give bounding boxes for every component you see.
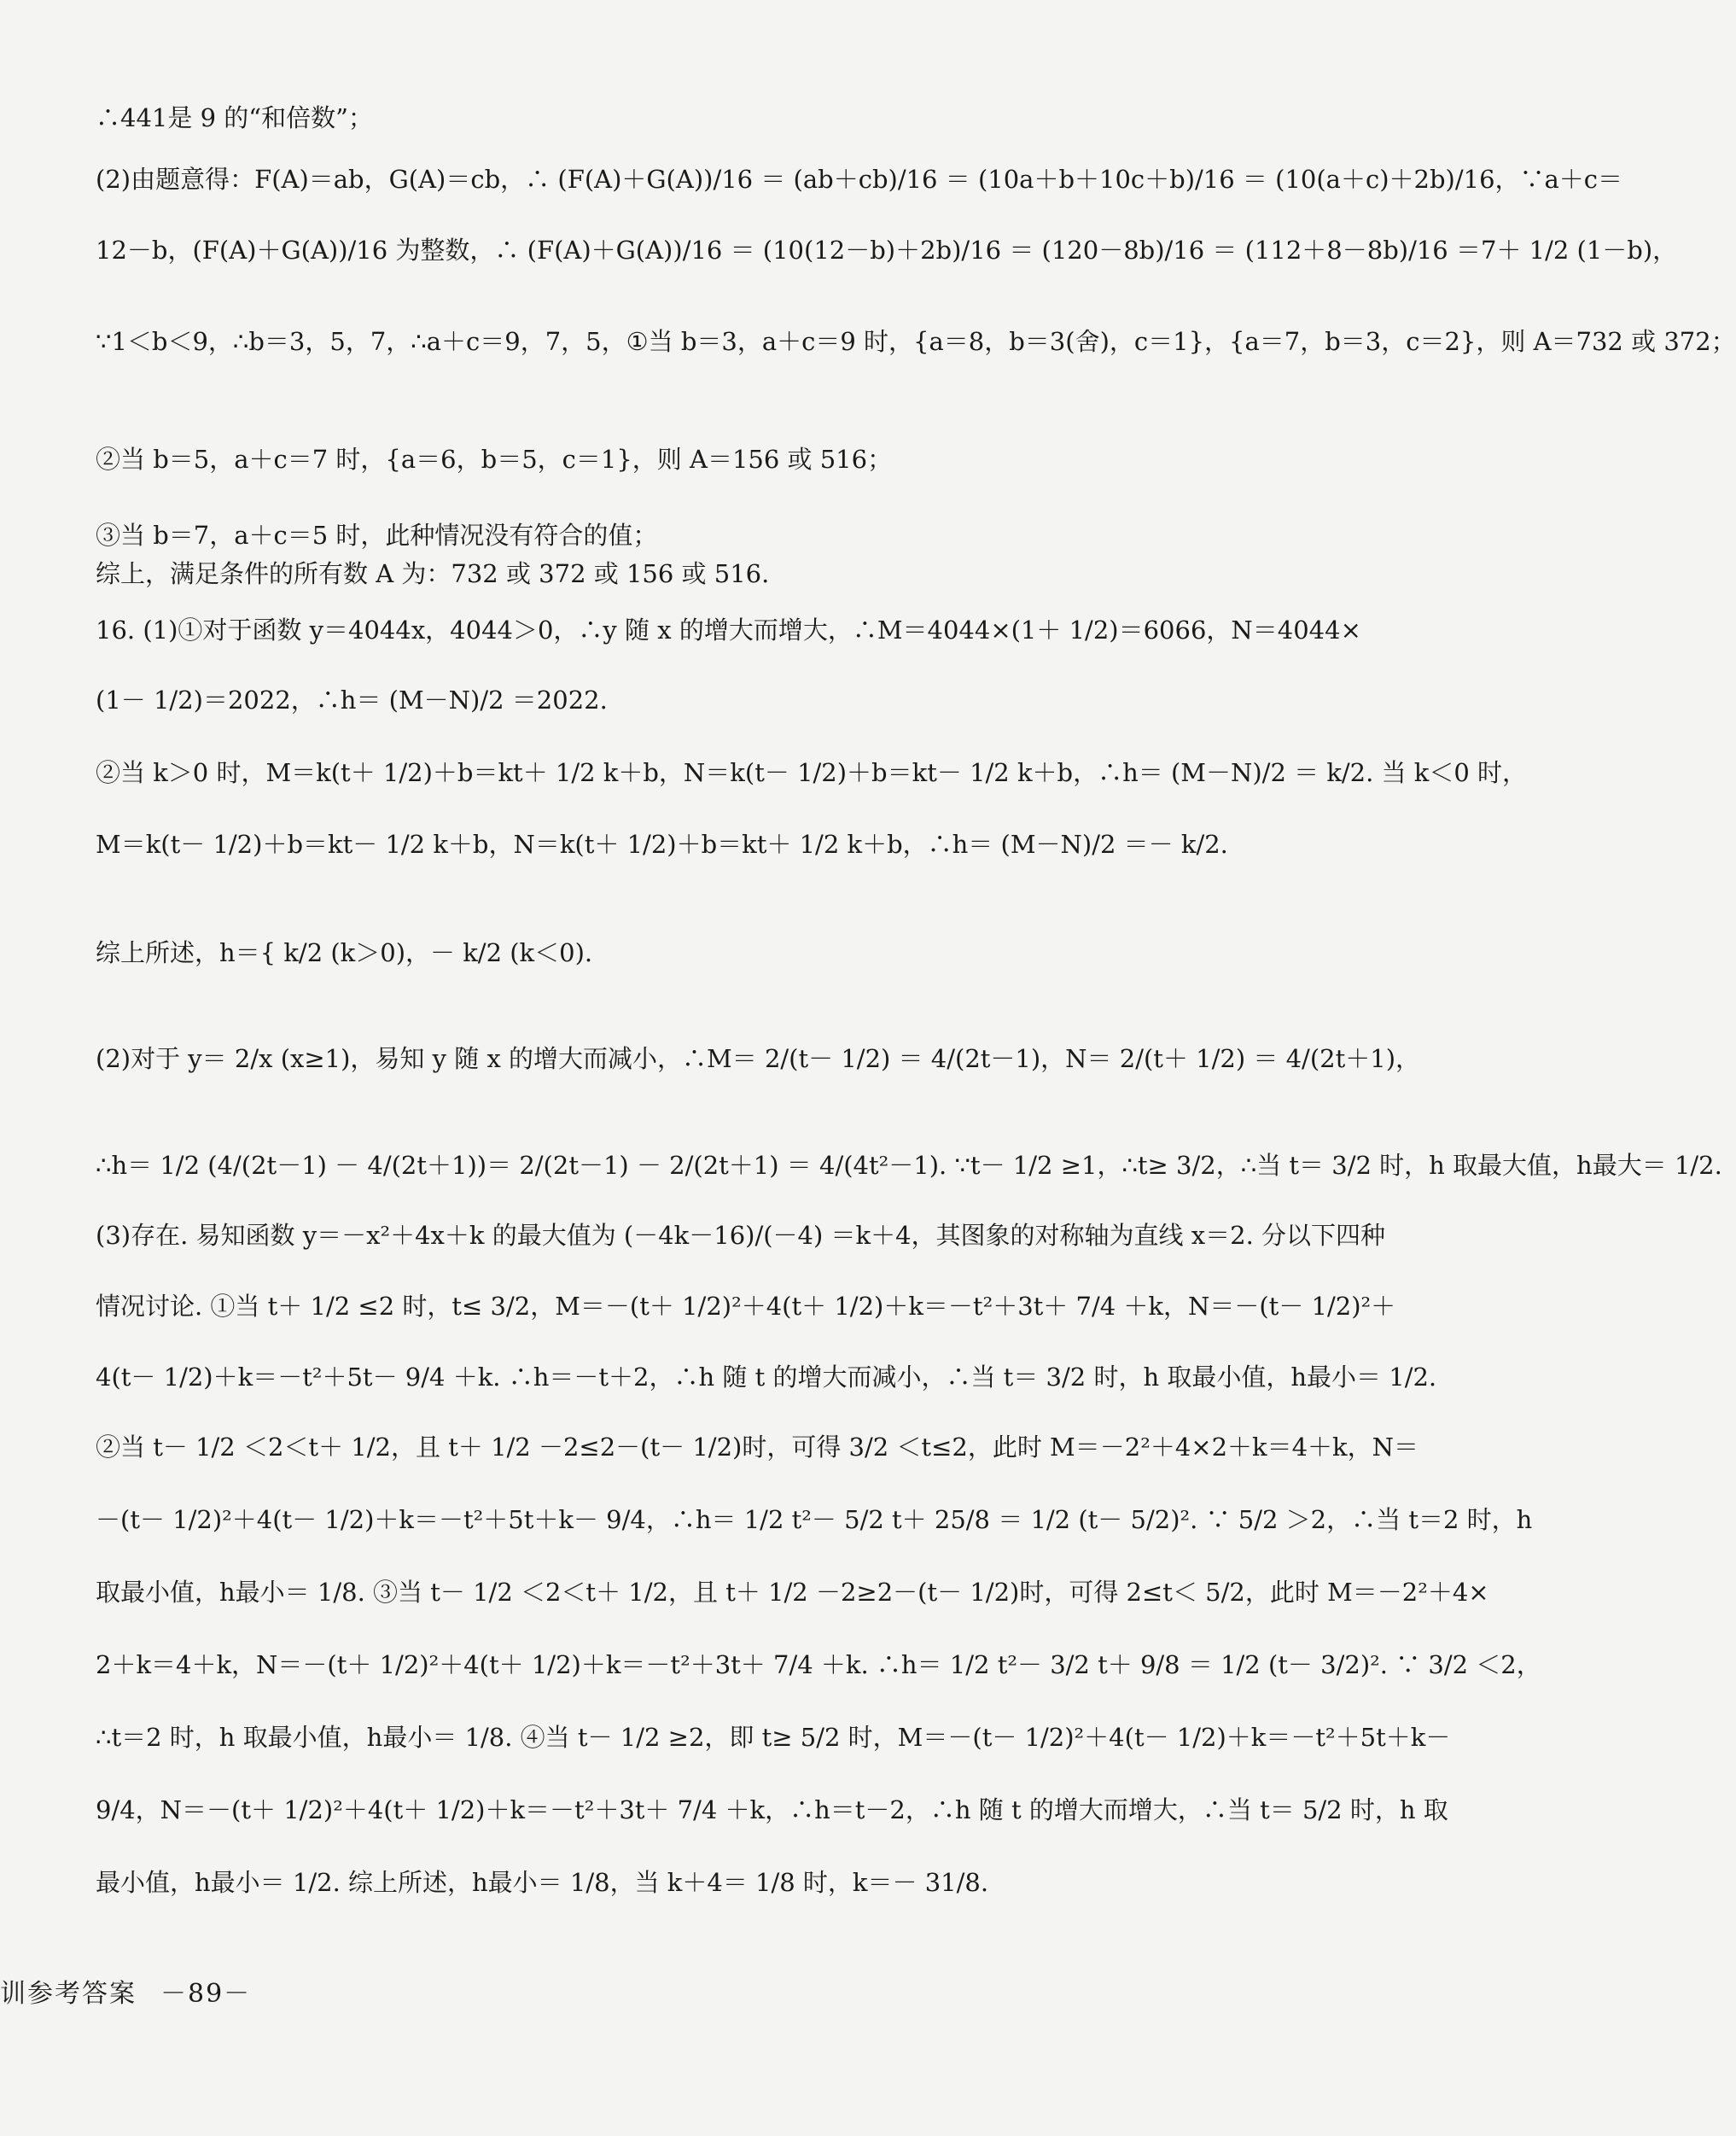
text-line: (2)由题意得：F(A)＝ab，G(A)＝cb，∴ (F(A)＋G(A))/16 ＝ (ab＋cb)/16 ＝ (10a＋b＋10c＋b)/16 ＝ (10(a＋c)＋2b)/16，∵a＋c＝ (96, 165, 1623, 194)
text-line: (1－ 1/2)＝2022，∴h＝ (M－N)/2 ＝2022. (96, 686, 608, 715)
text-line: ②当 t－ 1/2 ＜2＜t＋ 1/2，且 t＋ 1/2 －2≤2－(t－ 1/2)时，可得 3/2 ＜t≤2，此时 M＝－2²＋4×2＋k＝4＋k，N＝ (96, 1433, 1419, 1462)
text-line: 最小值，h最小＝ 1/2. 综上所述，h最小＝ 1/8，当 k＋4＝ 1/8 时，k＝－ 31/8. (96, 1868, 989, 1897)
text-line: M＝k(t－ 1/2)＋b＝kt－ 1/2 k＋b，N＝k(t＋ 1/2)＋b＝kt＋ 1/2 k＋b，∴h＝ (M－N)/2 ＝－ k/2. (96, 830, 1228, 859)
text-line: ②当 b＝5，a＋c＝7 时，{a＝6，b＝5，c＝1}，则 A＝156 或 516； (96, 445, 893, 474)
question-16-start: 16. (1)①对于函数 y＝4044x，4044＞0，∴y 随 x 的增大而增大，∴M＝4044×(1＋ 1/2)＝6066，N＝4044× (96, 616, 1361, 645)
footer-label: 训参考答案 (0, 1979, 137, 2009)
text-line: 综上，满足条件的所有数 A 为：732 或 372 或 156 或 516. (96, 559, 770, 588)
text-line: ∴t＝2 时，h 取最小值，h最小＝ 1/8. ④当 t－ 1/2 ≥2，即 t≥ 5/2 时，M＝－(t－ 1/2)²＋4(t－ 1/2)＋k＝－t²＋5t＋k－ (96, 1723, 1451, 1752)
text-line: 4(t－ 1/2)＋k＝－t²＋5t－ 9/4 ＋k. ∴h＝－t＋2，∴h 随 t 的增大而减小，∴当 t＝ 3/2 时，h 取最小值，h最小＝ 1/2. (96, 1363, 1437, 1392)
text-line: 情况讨论. ①当 t＋ 1/2 ≤2 时，t≤ 3/2，M＝－(t＋ 1/2)²＋4(t＋ 1/2)＋k＝－t²＋3t＋ 7/4 ＋k，N＝－(t－ 1/2)²＋ (96, 1292, 1396, 1321)
text-line: ∵1＜b＜9，∴b＝3，5，7，∴a＋c＝9，7，5，①当 b＝3，a＋c＝9 时，{a＝8，b＝3(舍)，c＝1}，{a＝7，b＝3，c＝2}，则 A＝732 或 372； (96, 327, 1736, 356)
text-line: 综上所述，h＝{ k/2 (k＞0)，－ k/2 (k＜0). (96, 938, 593, 967)
page-footer (0, 1972, 251, 2010)
page-number: －89－ (160, 1979, 252, 2009)
text-line: ②当 k＞0 时，M＝k(t＋ 1/2)＋b＝kt＋ 1/2 k＋b，N＝k(t－ 1/2)＋b＝kt－ 1/2 k＋b，∴h＝ (M－N)/2 ＝ k/2. 当 k＜0 时， (96, 758, 1528, 787)
text-line: 取最小值，h最小＝ 1/8. ③当 t－ 1/2 ＜2＜t＋ 1/2，且 t＋ 1/2 －2≥2－(t－ 1/2)时，可得 2≤t＜ 5/2，此时 M＝－2²＋4× (96, 1578, 1489, 1607)
text-line: ∴h＝ 1/2 (4/(2t－1) － 4/(2t＋1))＝ 2/(2t－1) － 2/(2t＋1) ＝ 4/(4t²－1). ∵t－ 1/2 ≥1，∴t≥ 3/2，∴当 t＝ 3/2 时，h 取最大值，h最大＝ 1/2. (96, 1151, 1722, 1180)
text-line: ③当 b＝7，a＋c＝5 时，此种情况没有符合的值； (96, 521, 658, 550)
text-line: －(t－ 1/2)²＋4(t－ 1/2)＋k＝－t²＋5t＋k－ 9/4，∴h＝ 1/2 t²－ 5/2 t＋ 25/8 ＝ 1/2 (t－ 5/2)². ∵ 5/2 ＞2，∴当 t＝2 时，h (96, 1505, 1533, 1534)
text-line: 12－b，(F(A)＋G(A))/16 为整数，∴ (F(A)＋G(A))/16 ＝ (10(12－b)＋2b)/16 ＝ (120－8b)/16 ＝ (112＋8－8b)/16 ＝7＋ 1/2 (1－b)， (96, 236, 1678, 265)
text-line: (3)存在. 易知函数 y＝－x²＋4x＋k 的最大值为 (－4k－16)/(－4) ＝k＋4，其图象的对称轴为直线 x＝2. 分以下四种 (96, 1221, 1386, 1250)
text-line: 9/4，N＝－(t＋ 1/2)²＋4(t＋ 1/2)＋k＝－t²＋3t＋ 7/4 ＋k，∴h＝t－2，∴h 随 t 的增大而增大，∴当 t＝ 5/2 时，h 取 (96, 1795, 1448, 1824)
text-line: (2)对于 y＝ 2/x (x≥1)，易知 y 随 x 的增大而减小，∴M＝ 2/(t－ 1/2) ＝ 4/(2t－1)，N＝ 2/(t＋ 1/2) ＝ 4/(2t＋1)， (96, 1044, 1421, 1073)
text-line: 2＋k＝4＋k，N＝－(t＋ 1/2)²＋4(t＋ 1/2)＋k＝－t²＋3t＋ 7/4 ＋k. ∴h＝ 1/2 t²－ 3/2 t＋ 9/8 ＝ 1/2 (t－ 3/2)². ∵ 3/2 ＜2， (96, 1650, 1541, 1679)
text-line: ∴441是 9 的“和倍数”； (96, 103, 373, 132)
